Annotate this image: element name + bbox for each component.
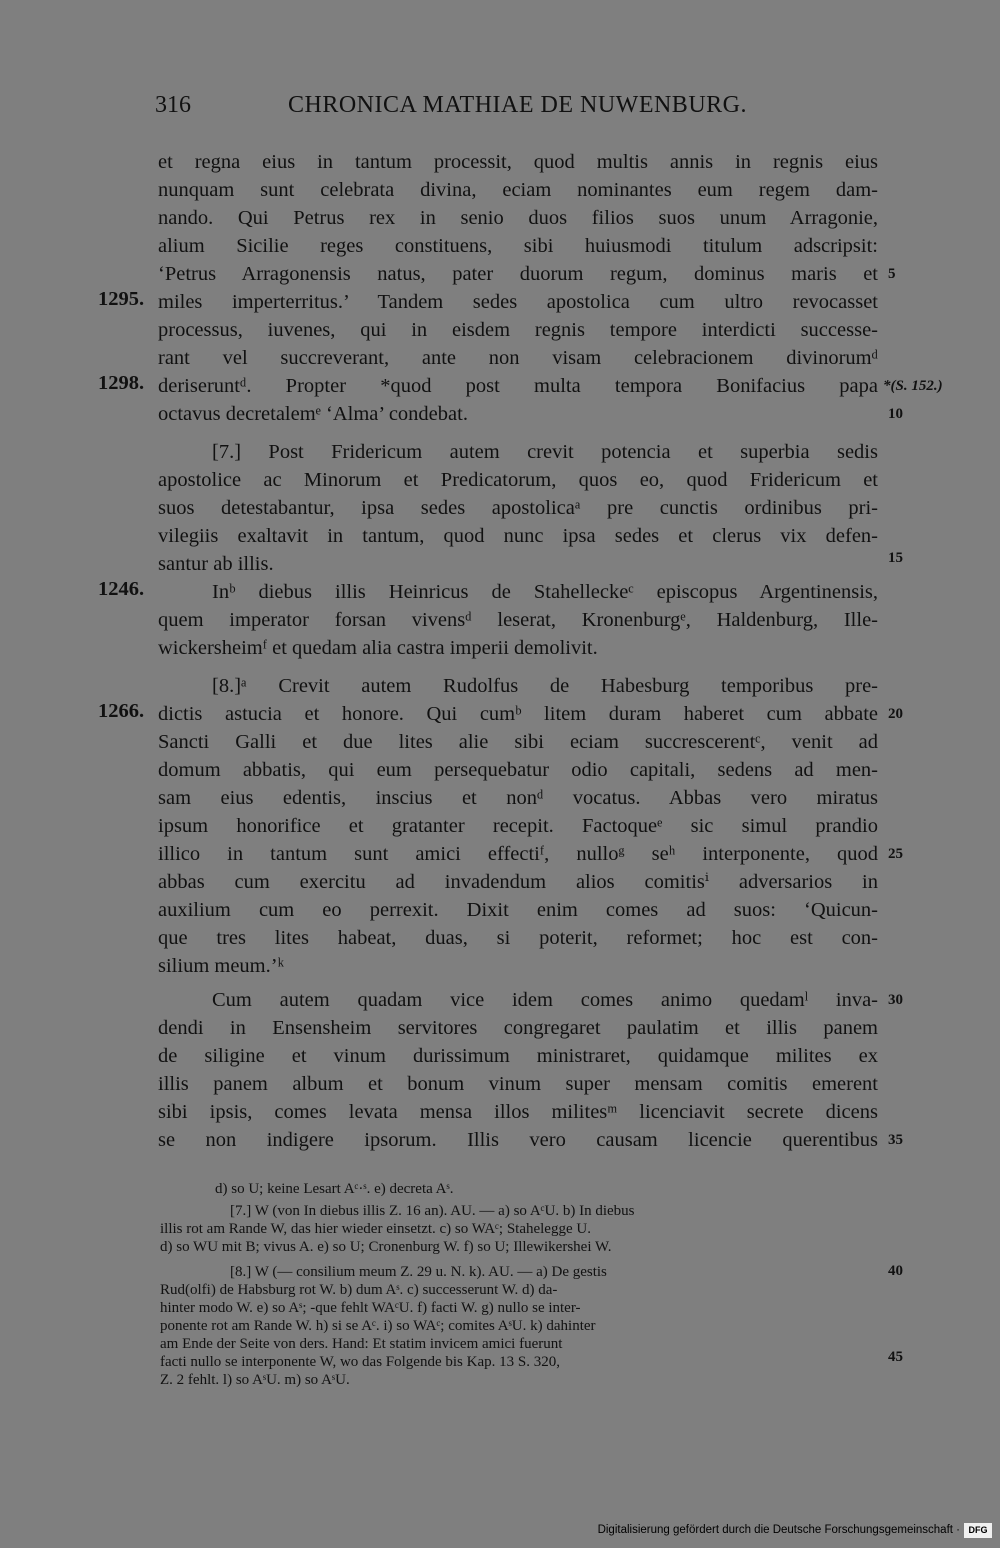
text-line: apostolice ac Minorum et Predicatorum, quos eo, quod Fridericum et [158,469,878,491]
text-line: ‘Petrus Arragonensis natus, pater duorum regum, dominus maris et [158,263,878,285]
margin-page-note: *(S. 152.) [883,378,943,394]
footnote-line: am Ende der Seite von ders. Hand: Et statim invicem amici fuerunt [160,1336,563,1352]
text-line: santur ab illis. [158,553,274,575]
page-number: 316 [155,92,191,118]
text-line: sam eius edentis, inscius et nonᵈ vocatus. Abbas vero miratus [158,787,878,809]
text-line: illico in tantum sunt amici effectiᶠ, nulloᵍ seʰ interponente, quod [158,843,878,865]
footnote-line: hinter modo W. e) so Aˢ; -que fehlt WAᶜU. f) facti W. g) nullo se inter- [160,1300,581,1316]
text-line: abbas cum exercitu ad invadendum alios comitisⁱ adversarios in [158,871,878,893]
line-number: 25 [888,846,903,862]
footnote-line: d) so WU mit B; vivus A. e) so U; Cronenburg W. f) so U; Illewikershei W. [160,1239,612,1255]
text-line: silium meum.’ᵏ [158,955,285,977]
text-line: ipsum honorifice et gratanter recepit. Factoqueᵉ sic simul prandio [158,815,878,837]
line-number: 10 [888,406,903,422]
text-line: et regna eius in tantum processit, quod multis annis in regnis eius [158,151,878,173]
line-number: 35 [888,1132,903,1148]
text-line: se non indigere ipsorum. Illis vero causam licencie querentibus [158,1129,878,1151]
margin-year: 1298. [98,372,145,394]
text-line: miles imperterritus.’ Tandem sedes apostolica cum ultro revocasset [158,291,878,313]
text-line: [8.]ᵃ Crevit autem Rudolfus de Habesburg temporibus pre- [212,675,878,697]
line-number: 15 [888,550,903,566]
text-line: de siligine et vinum durissimum ministraret, quidamque milites ex [158,1045,878,1067]
text-line: dendi in Ensensheim servitores congregaret paulatim et illis panem [158,1017,878,1039]
text-line: deriseruntᵈ. Propter *quod post multa tempora Bonifacius papa [158,375,878,397]
line-number: 40 [888,1263,903,1279]
footnote-line: d) so U; keine Lesart Aᶜ·ˢ. e) decreta Aˢ. [215,1181,454,1197]
footnote-line: [7.] W (von In diebus illis Z. 16 an). AU. — a) so AᶜU. b) In diebus [230,1203,635,1219]
footnote-line: ponente rot am Rande W. h) si se Aᶜ. i) so WAᶜ; comites AˢU. k) dahinter [160,1318,596,1334]
footer-funding-note: Digitalisierung gefördert durch die Deutsche Forschungsgemeinschaft · [597,1524,960,1536]
text-line: Sancti Galli et due lites alie sibi eciam succrescerentᶜ, venit ad [158,731,878,753]
text-line: processus, iuvenes, qui in eisdem regnis tempore interdicti successe- [158,319,878,341]
text-line: dictis astucia et honore. Qui cumᵇ litem duram haberet cum abbate [158,703,878,725]
text-line: auxilium cum eo perrexit. Dixit enim comes ad suos: ‘Quicun- [158,899,878,921]
text-line: illis panem album et bonum vinum super mensam comitis emerent [158,1073,878,1095]
text-line: [7.] Post Fridericum autem crevit potencia et superbia sedis [212,441,878,463]
text-line: vilegiis exaltavit in tantum, quod nunc ipsa sedes et clerus vix defen- [158,525,878,547]
dfg-logo: DFG [964,1523,992,1538]
text-line: sibi ipsis, comes levata mensa illos militesᵐ licenciavit secrete dicens [158,1101,878,1123]
margin-year: 1266. [98,700,145,722]
text-line: que tres lites habeat, duas, si poterit, reformet; hoc est con- [158,927,878,949]
footnote-line: facti nullo se interponente W, wo das Folgende bis Kap. 13 S. 320, [160,1354,560,1370]
text-line: rant vel succreverant, ante non visam celebracionem divinorumᵈ [158,347,878,369]
text-line: octavus decretalemᵉ ‘Alma’ condebat. [158,403,468,425]
line-number: 5 [888,266,896,282]
text-line: nunquam sunt celebrata divina, eciam nominantes eum regem dam- [158,179,878,201]
footnote-line: Z. 2 fehlt. l) so AˢU. m) so AˢU. [160,1372,350,1388]
footnote-line: illis rot am Rande W, das hier wieder einsetzt. c) so WAᶜ; Stahelegge U. [160,1221,591,1237]
line-number: 45 [888,1349,903,1365]
text-line: nando. Qui Petrus rex in senio duos filios suos unum Arragonie, [158,207,878,229]
text-line: Cum autem quadam vice idem comes animo quedamˡ inva- [212,989,878,1011]
page-title: CHRONICA MATHIAE DE NUWENBURG. [288,92,747,118]
margin-year: 1246. [98,578,145,600]
text-line: alium Sicilie reges constituens, sibi huiusmodi titulum adscripsit: [158,235,878,257]
text-line: suos detestabantur, ipsa sedes apostolicaᵃ pre cunctis ordinibus pri- [158,497,878,519]
text-line: quem imperator forsan vivensᵈ leserat, Kronenburgᵉ, Haldenburg, Ille- [158,609,878,631]
footnote-line: Rud(olfi) de Habsburg rot W. b) dum Aˢ. c) successerunt W. d) da- [160,1282,558,1298]
text-line: domum abbatis, qui eum persequebatur odio capitali, sedens ad men- [158,759,878,781]
text-line: wickersheimᶠ et quedam alia castra imperii demolivit. [158,637,598,659]
text-line: Inᵇ diebus illis Heinricus de Stahelleckeᶜ episcopus Argentinensis, [212,581,878,603]
line-number: 20 [888,706,903,722]
line-number: 30 [888,992,903,1008]
footnote-line: [8.] W (— consilium meum Z. 29 u. N. k). AU. — a) De gestis [230,1264,607,1280]
margin-year: 1295. [98,288,145,310]
